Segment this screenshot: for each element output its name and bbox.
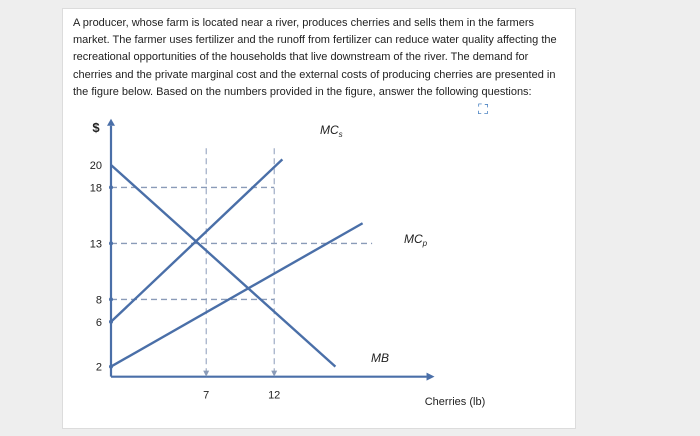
x-tick-label-7: 7	[203, 389, 210, 402]
y-tick-label-20: 20	[89, 160, 102, 172]
y-tick-label-2: 2	[95, 361, 102, 374]
y-tick-label-6: 6	[95, 316, 102, 329]
x-tick-label-12: 12	[268, 389, 281, 402]
y-tick-mark-13	[109, 241, 113, 245]
series-label-mcs: $MC_s$	[320, 123, 343, 139]
y-tick-mark-8	[109, 297, 113, 301]
expand-icon[interactable]: ⛶	[478, 100, 488, 117]
y-axis-label: $	[92, 120, 100, 135]
y-tick-mark-6	[109, 320, 113, 324]
y-tick-mark-2	[109, 365, 113, 369]
x-axis-arrow	[427, 373, 435, 381]
y-tick-mark-18	[109, 185, 113, 189]
y-tick-label-13: 13	[89, 238, 102, 251]
externality-chart	[63, 9, 577, 430]
question-text: A producer, whose farm is located near a river, produces cherries and sells them in the farmers market. The farmer uses fertilizer and the runoff from fertilizer can reduce water quality affecting the recreational opportunities of the households that live downstream of the river. The demand for cherries and the private marginal cost and the external costs of producing cherries are presented in the figure below. Based on the numbers provided in the figure, answer the following questions:	[73, 17, 557, 98]
question-card	[62, 8, 576, 429]
x-axis-label: Cherries (lb)	[424, 396, 486, 408]
series-label-mcp: $MC_p$	[404, 232, 428, 248]
series-label-mb: MB	[371, 351, 389, 365]
y-tick-label-18: 18	[89, 182, 102, 195]
curve-mc-p	[111, 223, 363, 366]
y-tick-label-8: 8	[95, 294, 102, 307]
curve-mb	[111, 165, 335, 367]
y-axis-arrow	[107, 119, 115, 126]
